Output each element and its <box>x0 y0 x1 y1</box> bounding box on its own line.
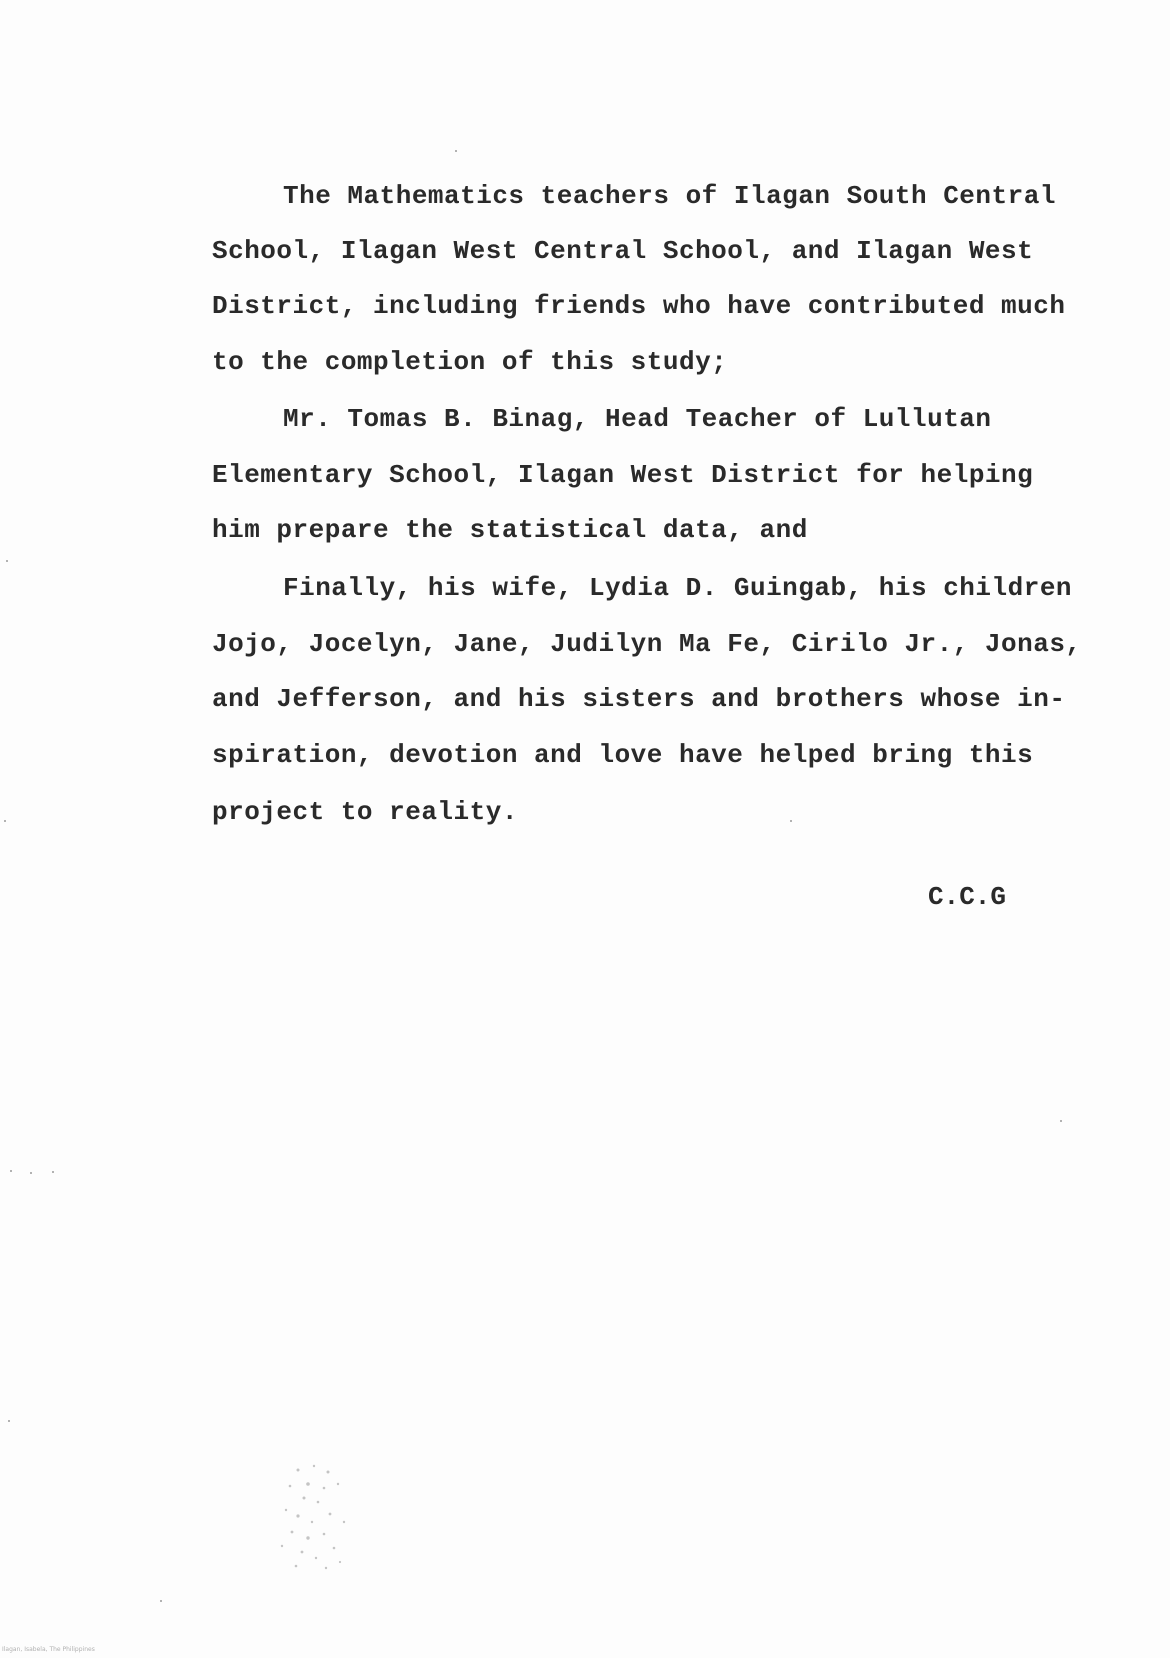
faint-stamp-mark <box>268 1458 360 1576</box>
text-line: District, including friends who have contributed much <box>212 291 1066 321</box>
text-line: Finally, his wife, Lydia D. Guingab, his children <box>283 573 1073 603</box>
text-line: to the completion of this study; <box>212 347 728 377</box>
scan-speck <box>52 1171 54 1173</box>
scan-speck <box>455 150 457 152</box>
text-line: and Jefferson, and his sisters and brothers whose in- <box>212 684 1066 714</box>
text-line: Mr. Tomas B. Binag, Head Teacher of Lullutan <box>283 404 992 434</box>
scan-speck <box>4 820 6 822</box>
text-line: The Mathematics teachers of Ilagan South Central <box>283 181 1056 211</box>
text-line: spiration, devotion and love have helped bring this <box>212 740 1034 770</box>
scan-speck <box>1060 1120 1062 1122</box>
signature-initials: C.C.G <box>928 882 1007 912</box>
text-line: project to reality. <box>212 797 518 827</box>
scan-footer-note: Ilagan, Isabela, The Philippines <box>2 1646 95 1653</box>
scan-speck <box>10 1170 12 1172</box>
scan-speck <box>30 1172 32 1174</box>
text-line: Jojo, Jocelyn, Jane, Judilyn Ma Fe, Cirilo Jr., Jonas, <box>212 629 1082 659</box>
scan-speck <box>6 560 8 562</box>
scan-speck <box>8 1420 10 1422</box>
text-line: School, Ilagan West Central School, and Ilagan West <box>212 236 1034 266</box>
scan-speck <box>790 820 792 822</box>
scan-speck <box>160 1600 162 1602</box>
text-line: him prepare the statistical data, and <box>212 515 808 545</box>
text-line: Elementary School, Ilagan West District for helping <box>212 460 1034 490</box>
